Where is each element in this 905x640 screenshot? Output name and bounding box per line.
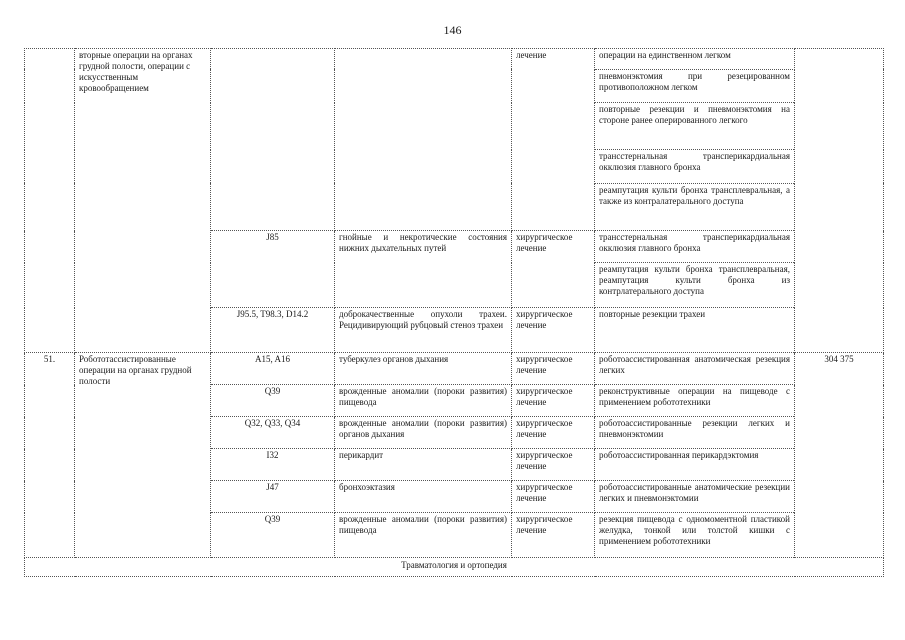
section-header-row bbox=[25, 558, 884, 577]
cost-cell bbox=[795, 49, 884, 353]
diagnosis-cell bbox=[335, 49, 512, 231]
method-cell: реконструктивные операции на пищеводе с применением робототехники bbox=[595, 385, 795, 417]
cost-cell: 304 375 bbox=[795, 353, 884, 558]
method-cell: роботоассистированные резекции легких и пневмонэктомии bbox=[595, 417, 795, 449]
method-cell: роботоассистированные анатомические резекции легких и пневмонэктомии bbox=[595, 481, 795, 513]
method-cell: трансстернальная трансперикардиальная окклюзия главного бронха bbox=[595, 150, 795, 183]
method-cell: повторные резекции и пневмонэктомия на стороне ранее оперированного легкого bbox=[595, 103, 795, 150]
therapy-type-cell: хирургическое лечение bbox=[512, 449, 595, 481]
diagnosis-cell: врожденные аномалии (пороки развития) пищевода bbox=[335, 385, 512, 417]
therapy-type-cell: хирургическое лечение bbox=[512, 353, 595, 385]
method-cell: роботоассистированная анатомическая резекция легких bbox=[595, 353, 795, 385]
table-row bbox=[25, 353, 884, 385]
therapy-type-cell: хирургическое лечение bbox=[512, 231, 595, 308]
icd-codes-cell: Q32, Q33, Q34 bbox=[211, 417, 335, 449]
diagnosis-cell: врожденные аномалии (пороки развития) пищевода bbox=[335, 513, 512, 558]
method-cell: пневмонэктомия при резецированном противоположном легком bbox=[595, 69, 795, 102]
method-cell: трансстернальная трансперикардиальная окклюзия главного бронха bbox=[595, 231, 795, 263]
diagnosis-cell: бронхоэктазия bbox=[335, 481, 512, 513]
care-type-cell: вторные операции на органах грудной полости, операции с искусственным кровообращением bbox=[75, 49, 211, 353]
diagnosis-cell: врожденные аномалии (пороки развития) органов дыхания bbox=[335, 417, 512, 449]
page-number: 146 bbox=[443, 23, 462, 37]
icd-codes-cell: A15, A16 bbox=[211, 353, 335, 385]
treatment-table bbox=[24, 48, 884, 577]
row-number-cell: 51. bbox=[25, 353, 75, 558]
icd-codes-cell: Q39 bbox=[211, 385, 335, 417]
therapy-type-cell: хирургическое лечение bbox=[512, 481, 595, 513]
therapy-type-cell: хирургическое лечение bbox=[512, 308, 595, 353]
section-title: Травматология и ортопедия bbox=[25, 558, 884, 577]
therapy-type-cell: хирургическое лечение bbox=[512, 417, 595, 449]
diagnosis-cell: доброкачественные опухоли трахеи. Рецидивирующий рубцовый стеноз трахеи bbox=[335, 308, 512, 353]
diagnosis-cell: гнойные и некротические состояния нижних дыхательных путей bbox=[335, 231, 512, 308]
therapy-type-cell: лечение bbox=[512, 49, 595, 231]
method-cell: реампутация культи бронха трансплевральная, реампутация культи бронха из контрлатерального доступа bbox=[595, 263, 795, 308]
table-row bbox=[25, 49, 884, 70]
therapy-type-cell: хирургическое лечение bbox=[512, 385, 595, 417]
icd-codes-cell: I32 bbox=[211, 449, 335, 481]
method-cell: повторные резекции трахеи bbox=[595, 308, 795, 353]
icd-codes-cell: Q39 bbox=[211, 513, 335, 558]
method-cell: реампутация культи бронха трансплевральная, а также из контралатерального доступа bbox=[595, 183, 795, 230]
care-type-cell: Робототассистированные операции на органах грудной полости bbox=[75, 353, 211, 558]
diagnosis-cell: туберкулез органов дыхания bbox=[335, 353, 512, 385]
method-cell: операции на единственном легком bbox=[595, 49, 795, 70]
icd-codes-cell: J85 bbox=[211, 231, 335, 308]
icd-codes-cell: J95.5, T98.3, D14.2 bbox=[211, 308, 335, 353]
diagnosis-cell: перикардит bbox=[335, 449, 512, 481]
therapy-type-cell: хирургическое лечение bbox=[512, 513, 595, 558]
icd-codes-cell: J47 bbox=[211, 481, 335, 513]
icd-codes-cell bbox=[211, 49, 335, 231]
method-cell: резекция пищевода с одномоментной пластикой желудка, тонкой или толстой кишки с применением робототехники bbox=[595, 513, 795, 558]
method-cell: роботоассистированная перикардэктомия bbox=[595, 449, 795, 481]
row-number-cell bbox=[25, 49, 75, 353]
